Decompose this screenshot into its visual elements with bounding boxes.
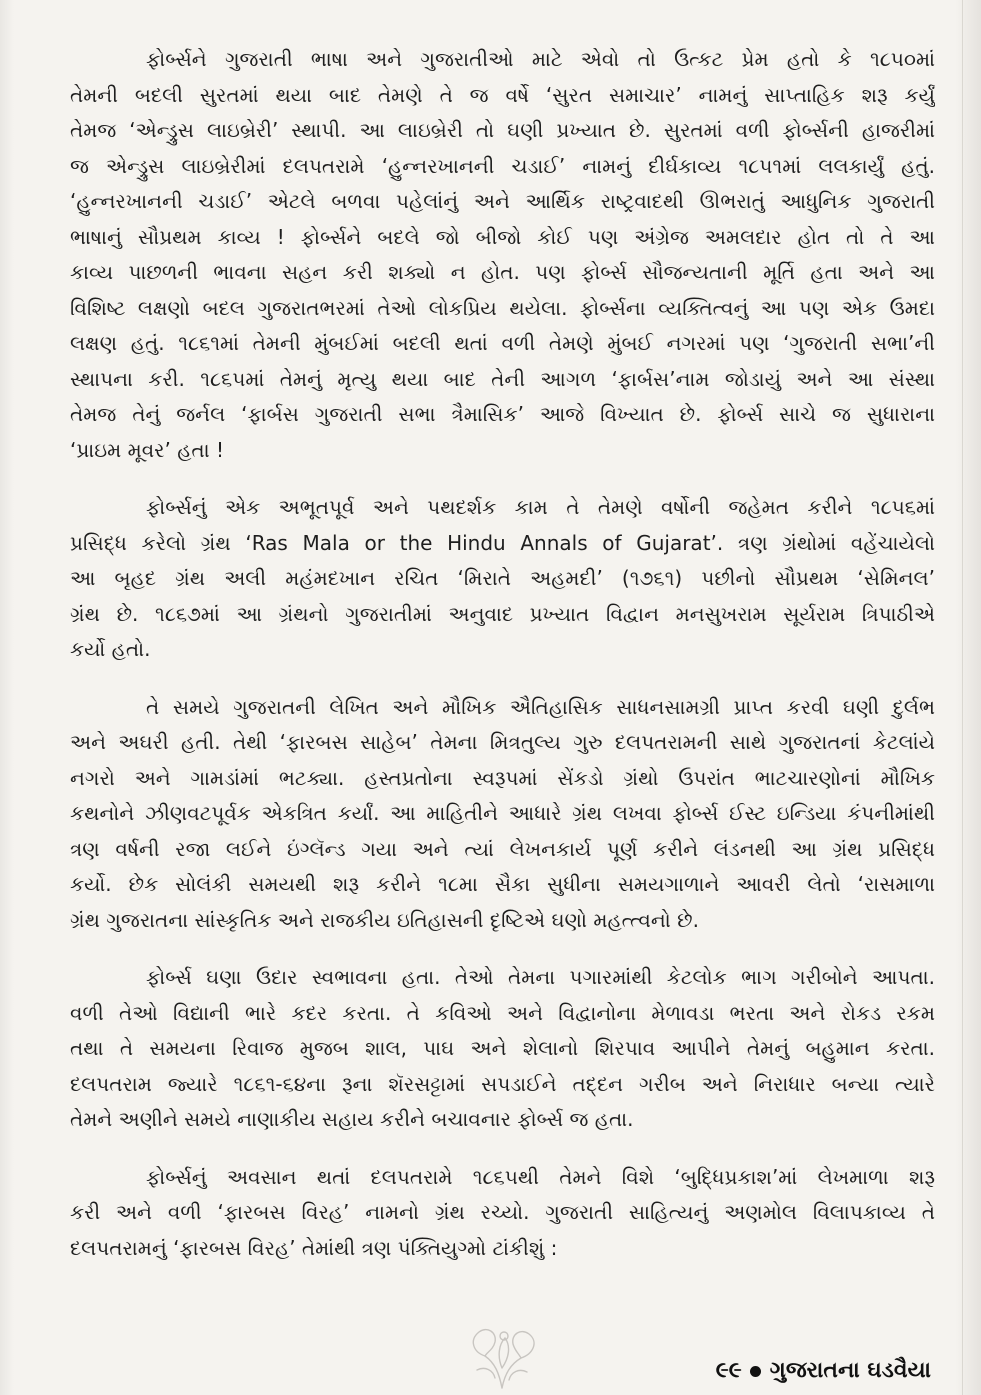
text-line bbox=[70, 867, 935, 903]
line-text: તેમજ તેનું જર્નલ ‘ફાર્બસ ગુજરાતી સભા ત્રૈમાસિક’ આજે વિખ્યાત છે. ફોર્બ્સ સાચે જ સુધારાના bbox=[70, 402, 935, 426]
text-line bbox=[70, 526, 935, 562]
book-title: ગુજરાતના ઘડવૈયા bbox=[769, 1358, 931, 1383]
paragraph bbox=[70, 490, 935, 668]
text-line bbox=[70, 996, 935, 1032]
line-text: ગ્રંથ ગુજરાતના સાંસ્કૃતિક અને રાજકીય ઇતિહાસની દૃષ્ટિએ ઘણો મહત્ત્વનો છે. bbox=[70, 907, 699, 932]
line-text: કરી અને વળી ‘ફારબસ વિરહ’ નામનો ગ્રંથ રચ્યો. ગુજરાતી સાહિત્યનું અણમોલ વિલાપકાવ્ય તે bbox=[70, 1200, 935, 1224]
line-text: દલપતરામ જ્યારે ૧૮૬૧-૬૪ના રૂના શૅરસટ્ટામાં સપડાઈને તદ્દન ગરીબ અને નિરાધાર બન્યા ત્યારે bbox=[70, 1071, 935, 1096]
line-text: ‘પ્રાઇમ મૂવર’ હતા ! bbox=[70, 437, 224, 462]
paragraph bbox=[70, 690, 935, 939]
line-text: સ્થાપના કરી. ૧૮૬૫માં તેમનું મૃત્યુ થયા બાદ તેની આગળ ‘ફાર્બસ’નામ જોડાયું અને આ સંસ્થા bbox=[70, 366, 935, 391]
line-text: દલપતરામનું ‘ફારબસ વિરહ’ તેમાંથી ત્રણ પંક્તિયુગ્મો ટાંકીશું : bbox=[70, 1235, 558, 1260]
floral-ornament-icon bbox=[455, 1318, 550, 1393]
line-text: અને અઘરી હતી. તેથી ‘ફારબસ સાહેબ’ તેમના મિત્રતુલ્ય ગુરુ દલપતરામની સાથે ગુજરાતનાં કેટલાંયે bbox=[70, 730, 935, 754]
line-text: પ્રસિદ્ધ કરેલો ગ્રંથ ‘Ras Mala or the Hindu Annals of Gujarat’. ત્રણ ગ્રંથોમાં વહેંચાયેલો bbox=[70, 530, 935, 555]
line-text: ફોર્બ્સનું એક અભૂતપૂર્વ અને પથદર્શક કામ તે તેમણે વર્ષોની જહેમત કરીને ૧૮૫૬માં bbox=[146, 495, 935, 519]
line-text: તેમની બદલી સુરતમાં થયા બાદ તેમણે તે જ વર્ષે ‘સુરત સમાચાર’ નામનું સાપ્તાહિક શરૂ કર્યું bbox=[70, 82, 935, 107]
line-text: તેમને અણીને સમયે નાણાકીય સહાય કરીને બચાવનાર ફોર્બ્સ જ હતા. bbox=[70, 1107, 634, 1131]
text-line bbox=[70, 903, 935, 939]
text-line bbox=[70, 1067, 935, 1103]
page-edge bbox=[962, 0, 963, 1395]
text-line bbox=[70, 690, 935, 726]
paragraph bbox=[70, 1160, 935, 1267]
text-line bbox=[70, 490, 935, 526]
text-line bbox=[70, 1031, 935, 1067]
text-line bbox=[70, 597, 935, 633]
text-line bbox=[70, 184, 935, 220]
line-text: કાવ્ય પાછળની ભાવના સહન કરી શક્યો ન હોત. પણ ફોર્બ્સ સૌજન્યતાની મૂર્તિ હતા અને આ bbox=[70, 260, 935, 284]
paragraph bbox=[70, 42, 935, 468]
line-text: ફોર્બ્સનું અવસાન થતાં દલપતરામે ૧૮૬૫થી તેમને વિશે ‘બુદ્ધિપ્રકાશ’માં લેખમાળા શરૂ bbox=[146, 1164, 935, 1189]
text-line bbox=[70, 561, 935, 597]
text-line bbox=[70, 433, 935, 469]
text-line bbox=[70, 1231, 935, 1267]
text-line bbox=[70, 960, 935, 996]
line-text: કર્યો હતો. bbox=[70, 637, 151, 661]
text-line bbox=[70, 796, 935, 832]
line-text: કથનોને ઝીણવટપૂર્વક એકત્રિત કર્યાં. આ માહિતીને આધારે ગ્રંથ લખવા ફોર્બ્સ ઈસ્ટ ઇન્ડિયા કંપનીમાંથી bbox=[70, 801, 935, 825]
line-text: ફોર્બ્સને ગુજરાતી ભાષા અને ગુજરાતીઓ માટે એવો તો ઉત્કટ પ્રેમ હતો કે ૧૮૫૦માં bbox=[146, 47, 935, 71]
page-number: ૯૯ bbox=[715, 1358, 742, 1383]
text-line bbox=[70, 78, 935, 114]
line-text: ભાષાનું સૌપ્રથમ કાવ્ય ! ફોર્બ્સને બદલે જો બીજો કોઈ પણ અંગ્રેજ અમલદાર હોત તો તે આ bbox=[70, 224, 935, 249]
text-line bbox=[70, 362, 935, 398]
text-line bbox=[70, 149, 935, 185]
text-line bbox=[70, 291, 935, 327]
line-text: લક્ષણ હતું. ૧૮૬૧માં તેમની મુંબઈમાં બદલી થતાં વળી તેમણે મુંબઈ નગરમાં પણ ‘ગુજરાતી સભા’ની bbox=[70, 331, 935, 355]
line-text: ત્રણ વર્ષની રજા લઈને ઇંગ્લૅન્ડ ગયા અને ત્યાં લેખનકાર્ય પૂર્ણ કરીને લંડનથી આ ગ્રંથ પ્રસિદ્ધ bbox=[70, 836, 935, 861]
text-line bbox=[70, 255, 935, 291]
text-line bbox=[70, 1160, 935, 1196]
line-text: તે સમયે ગુજરાતની લેખિત અને મૌખિક ઐતિહાસિક સાધનસામગ્રી પ્રાપ્ત કરવી ઘણી દુર્લભ bbox=[146, 694, 935, 719]
line-text: નગરો અને ગામડાંમાં ભટક્યા. હસ્તપ્રતોના સ્વરૂપમાં સેંકડો ગ્રંથો ઉપરાંત ભાટચારણોનાં મૌખિક bbox=[70, 765, 935, 790]
line-text: ફોર્બ્સ ઘણા ઉદાર સ્વભાવના હતા. તેઓ તેમના પગારમાંથી કેટલોક ભાગ ગરીબોને આપતા. bbox=[146, 965, 935, 989]
text-line bbox=[70, 113, 935, 149]
line-text: તેમજ ‘એન્ડ્રુસ લાઇબ્રેરી’ સ્થાપી. આ લાઇબ્રેરી તો ઘણી પ્રખ્યાત છે. સુરતમાં વળી ફોર્બ્સની હાજરીમાં bbox=[70, 118, 935, 142]
text-line bbox=[70, 632, 935, 668]
text-line bbox=[70, 1195, 935, 1231]
text-line bbox=[70, 832, 935, 868]
text-line bbox=[70, 326, 935, 362]
body-text bbox=[70, 42, 935, 1288]
line-text: વિશિષ્ટ લક્ષણો બદલ ગુજરાતભરમાં તેઓ લોકપ્રિય થયેલા. ફોર્બ્સના વ્યક્તિત્વનું આ પણ એક ઉમદા bbox=[70, 295, 935, 320]
line-text: તથા તે સમયના રિવાજ મુજબ શાલ, પાઘ અને શેલાનો શિરપાવ આપીને તેમનું બહુમાન કરતા. bbox=[70, 1036, 935, 1060]
text-line bbox=[70, 725, 935, 761]
text-line bbox=[70, 397, 935, 433]
text-line bbox=[70, 761, 935, 797]
line-text: વળી તેઓ વિદ્યાની ભારે કદર કરતા. તે કવિઓ અને વિદ્વાનોના મેળાવડા ભરતા અને રોકડ રકમ bbox=[70, 1000, 935, 1025]
page-footer bbox=[716, 1355, 931, 1387]
line-text: ‘હુન્નરખાનની ચડાઈ’ એટલે બળવા પહેલાંનું અને આર્થિક રાષ્ટ્રવાદથી ઊભરાતું આધુનિક ગુજરાતી bbox=[70, 189, 935, 213]
line-text: આ બૃહદ ગ્રંથ અલી મહંમદખાન રચિત ‘મિરાતે અહમદી’ (૧૭૬૧) પછીનો સૌપ્રથમ ‘સેમિનલ’ bbox=[70, 566, 935, 590]
bullet-separator bbox=[750, 1366, 761, 1377]
line-text: જ એન્ડ્રુસ લાઇબ્રેરીમાં દલપતરામે ‘હુન્નરખાનની ચડાઈ’ નામનું દીર્ઘકાવ્ય ૧૮૫૧માં લલકાર્યું હતું. bbox=[70, 153, 935, 178]
text-line bbox=[70, 220, 935, 256]
line-text: કર્યો. છેક સોલંકી સમયથી શરૂ કરીને ૧૮મા સૈકા સુધીના સમયગાળાને આવરી લેતો ‘રાસમાળા bbox=[70, 872, 935, 896]
paragraph bbox=[70, 960, 935, 1138]
line-text: ગ્રંથ છે. ૧૮૬૭માં આ ગ્રંથનો ગુજરાતીમાં અનુવાદ પ્રખ્યાત વિદ્વાન મનસુખરામ સૂર્યરામ ત્રિપાઠીએ bbox=[70, 601, 935, 626]
text-line bbox=[70, 42, 935, 78]
text-line bbox=[70, 1102, 935, 1138]
